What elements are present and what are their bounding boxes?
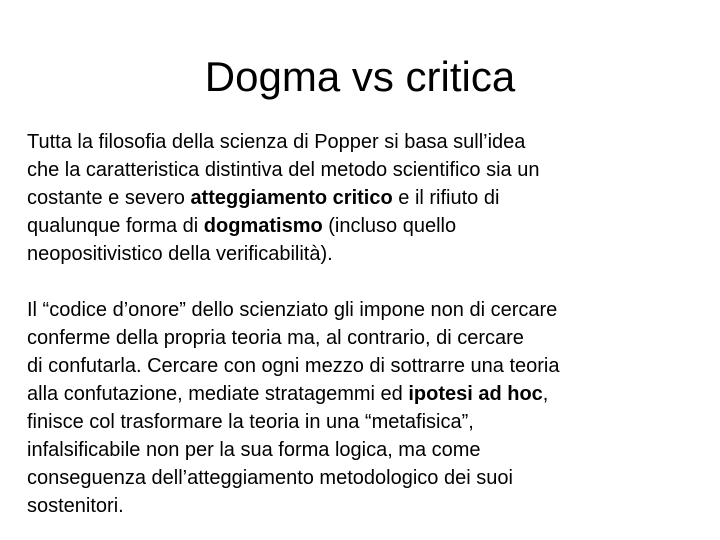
text-run: neopositivistico della verificabilità).	[27, 243, 333, 265]
text-run: Tutta la filosofia della scienza di Popper si basa sull’idea	[27, 131, 526, 153]
text-run: Il “codice d’onore” dello scienziato gli impone non di cercare	[27, 299, 558, 321]
text-run: infalsificabile non per la sua forma logica, ma come	[27, 439, 481, 461]
paragraph-line	[27, 380, 707, 408]
paragraph-line	[27, 184, 707, 212]
text-run: conseguenza dell’atteggiamento metodologico dei suoi	[27, 467, 513, 489]
paragraph-line	[27, 324, 707, 352]
paragraph-1	[27, 128, 707, 268]
paragraph-line	[27, 492, 707, 520]
paragraph-line	[27, 128, 707, 156]
paragraph-line	[27, 156, 707, 184]
text-run: che la caratteristica distintiva del metodo scientifico sia un	[27, 159, 540, 181]
emphasis-term: dogmatismo	[203, 215, 323, 237]
paragraph-line	[27, 296, 707, 324]
paragraph-line	[27, 212, 707, 240]
text-run: conferme della propria teoria ma, al contrario, di cercare	[27, 327, 524, 349]
slide-title: Dogma vs critica	[204, 53, 516, 100]
text-run: (incluso quello	[322, 215, 457, 237]
emphasis-term: ipotesi ad hoc	[408, 383, 543, 405]
text-run: qualunque forma di	[27, 215, 204, 237]
paragraph-line	[27, 408, 707, 436]
text-run: e il rifiuto di	[392, 187, 500, 209]
paragraph-2	[27, 296, 707, 520]
text-run: costante e severo	[27, 187, 191, 209]
emphasis-term: atteggiamento critico	[190, 187, 393, 209]
text-run: sostenitori.	[27, 495, 124, 517]
text-run: finisce col trasformare la teoria in una “metafisica”,	[27, 411, 474, 433]
paragraph-line	[27, 352, 707, 380]
paragraph-line	[27, 464, 707, 492]
slide-body	[27, 128, 707, 520]
text-run: ,	[542, 383, 549, 405]
paragraph-line	[27, 436, 707, 464]
text-run: alla confutazione, mediate stratagemmi ed	[27, 383, 409, 405]
text-run: di confutarla. Cercare con ogni mezzo di sottrarre una teoria	[27, 355, 560, 377]
paragraph-line	[27, 240, 707, 268]
